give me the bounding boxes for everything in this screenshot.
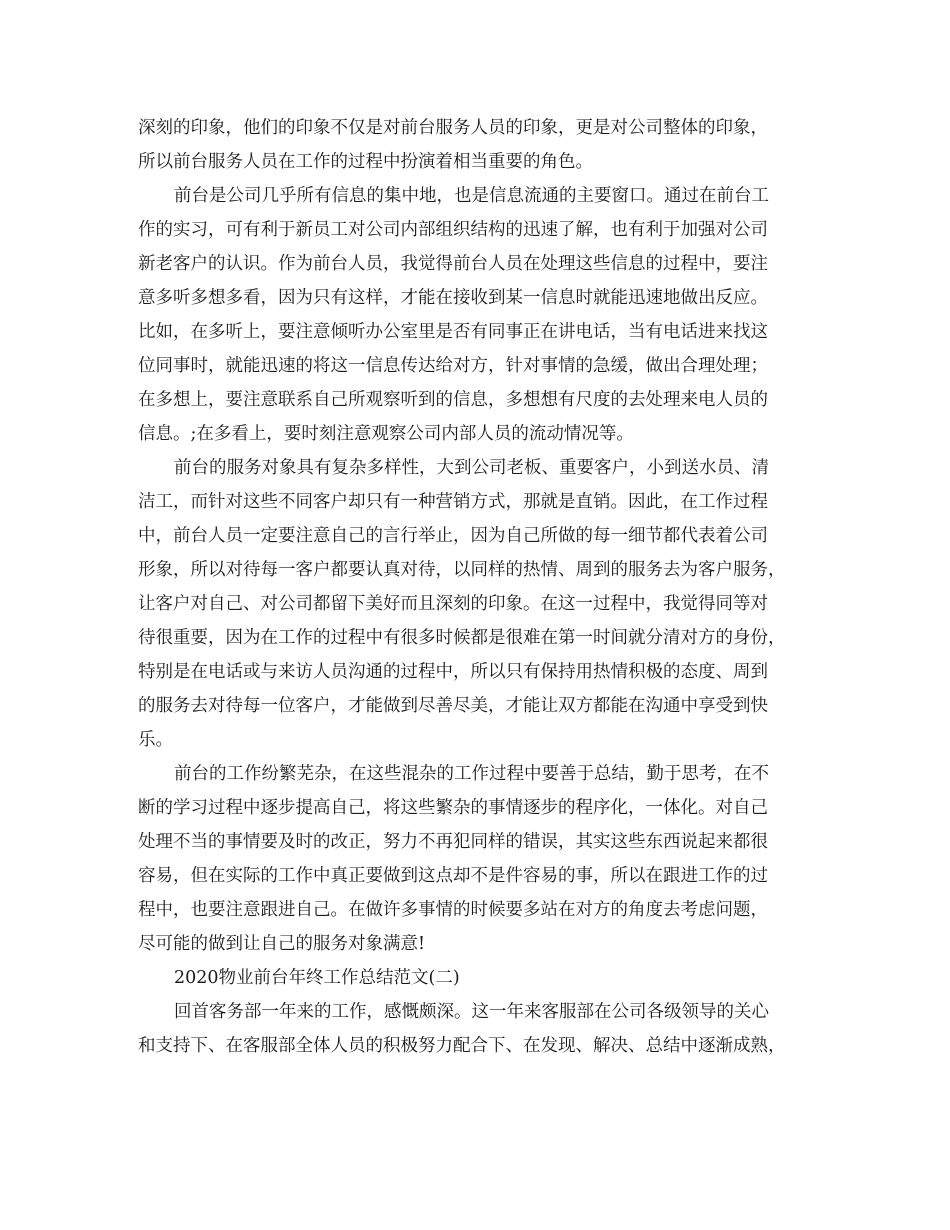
text-line: 尽可能的做到让自己的服务对象满意!: [138, 934, 426, 954]
text-line: 让客户对自己、对公司都留下美好而且深刻的印象。在这一过程中，我觉得同等对: [138, 594, 768, 614]
section-heading: 2020物业前台年终工作总结范文(二): [174, 968, 460, 988]
text-line: 形象，所以对待每一客户都要认真对待，以同样的热情、周到的服务去为客户服务，: [138, 560, 786, 580]
text-line: 和支持下、在客服部全体人员的积极努力配合下、在发现、解决、总结中逐渐成熟，: [138, 1036, 786, 1056]
paragraph-start-line: 前台的服务对象具有复杂多样性，大到公司老板、重要客户，小到送水员、清: [174, 458, 769, 478]
text-line: 洁工，而针对这些不同客户却只有一种营销方式，那就是直销。因此，在工作过程: [138, 492, 768, 512]
text-line: 所以前台服务人员在工作的过程中扮演着相当重要的角色。: [138, 152, 593, 172]
text-line: 意多听多想多看，因为只有这样，才能在接收到某一信息时就能迅速地做出反应。: [138, 288, 768, 308]
text-line: 在多想上，要注意联系自己所观察听到的信息，多想想有尺度的去处理来电人员的: [138, 390, 768, 410]
text-line: 待很重要，因为在工作的过程中有很多时候都是很难在第一时间就分清对方的身份，: [138, 628, 786, 648]
text-line: 容易，但在实际的工作中真正要做到这点却不是件容易的事，所以在跟进工作的过: [138, 866, 768, 886]
text-line: 程中，也要注意跟进自己。在做许多事情的时候要多站在对方的角度去考虑问题，: [138, 900, 768, 920]
text-line: 位同事时，就能迅速的将这一信息传达给对方，针对事情的急缓，做出合理处理；: [138, 356, 768, 376]
text-line: 处理不当的事情要及时的改正，努力不再犯同样的错误，其实这些东西说起来都很: [138, 832, 768, 852]
text-line: 的服务去对待每一位客户，才能做到尽善尽美，才能让双方都能在沟通中享受到快: [138, 696, 768, 716]
text-line: 特别是在电话或与来访人员沟通的过程中，所以只有保持用热情积极的态度、周到: [138, 662, 768, 682]
text-line: 断的学习过程中逐步提高自己，将这些繁杂的事情逐步的程序化，一体化。对自己: [138, 798, 768, 818]
text-line: 深刻的印象，他们的印象不仅是对前台服务人员的印象，更是对公司整体的印象，: [138, 118, 768, 138]
paragraph-start-line: 前台的工作纷繁芜杂，在这些混杂的工作过程中要善于总结，勤于思考，在不: [174, 764, 769, 784]
paragraph-start-line: 前台是公司几乎所有信息的集中地，也是信息流通的主要窗口。通过在前台工: [174, 186, 769, 206]
text-line: 作的实习，可有利于新员工对公司内部组织结构的迅速了解，也有利于加强对公司: [138, 220, 768, 240]
text-line: 信息。;在多看上，要时刻注意观察公司内部人员的流动情况等。: [138, 424, 634, 444]
text-line: 乐。: [138, 730, 173, 750]
text-line: 新老客户的认识。作为前台人员，我觉得前台人员在处理这些信息的过程中，要注: [138, 254, 768, 274]
text-line: 中，前台人员一定要注意自己的言行举止，因为自己所做的每一细节都代表着公司: [138, 526, 768, 546]
text-line: 比如，在多听上，要注意倾听办公室里是否有同事正在讲电话，当有电话进来找这: [138, 322, 768, 342]
paragraph-start-line: 回首客务部一年来的工作，感慨颇深。这一年来客服部在公司各级领导的关心: [174, 1002, 769, 1022]
